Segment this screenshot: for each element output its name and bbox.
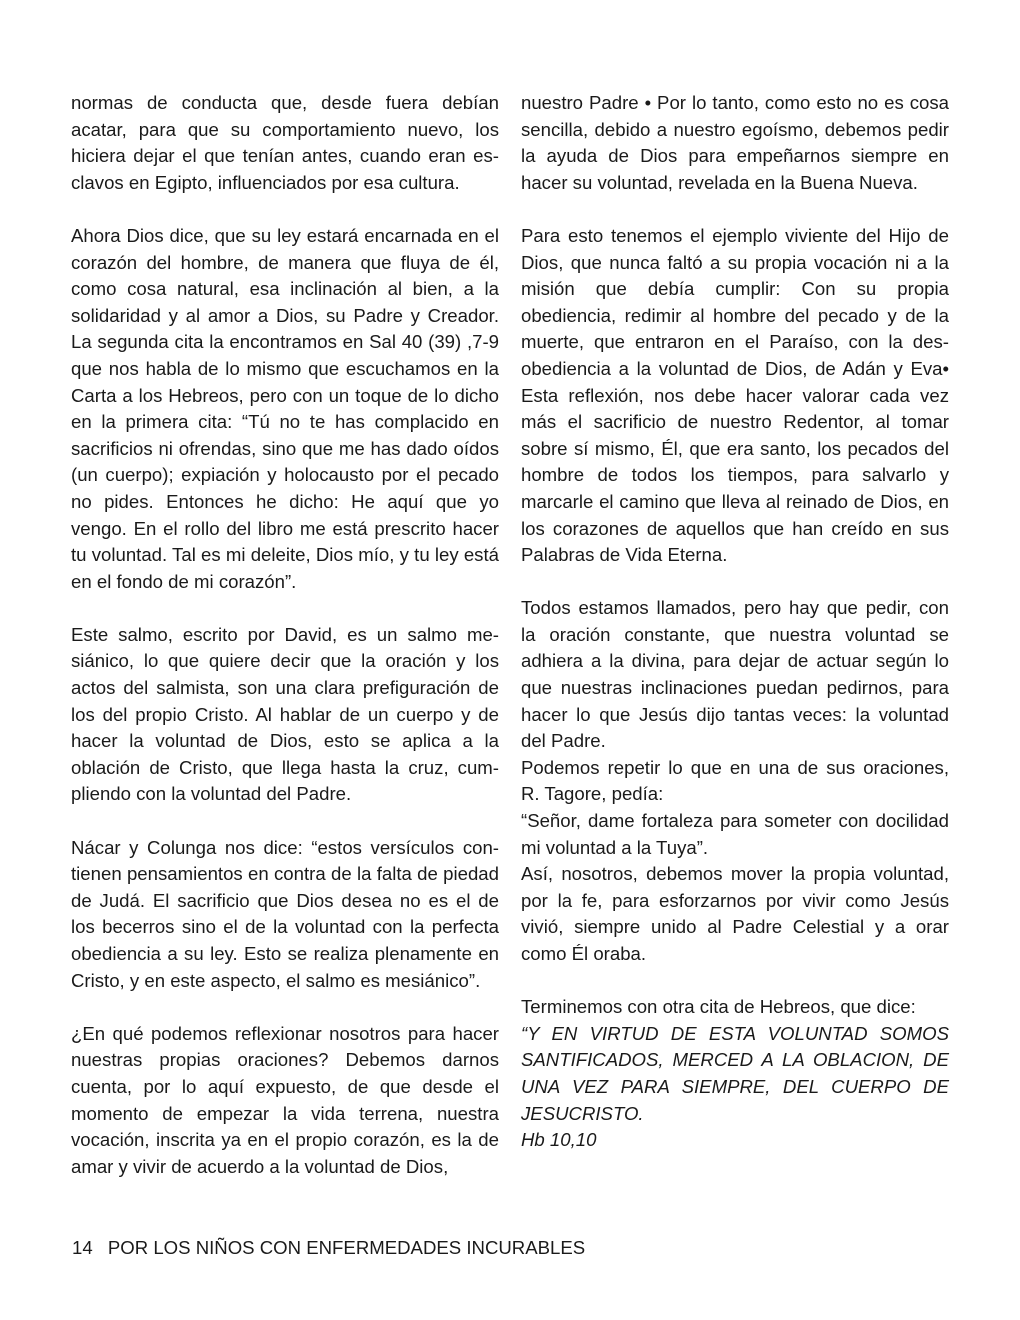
paragraph: Para esto tenemos el ejemplo viviente del Hijo de Dios, que nunca faltó a su propia vocación ni a la misión que debía cumplir: Con su propia obediencia, redimir al hombre del pecado y de la muerte, que entraron en el Paraíso, con la desobediencia a la voluntad de Dios, de Adán y Eva• Esta reflexión, nos debe hacer valorar cada vez más el sacrificio de nuestro Redentor, al tomar sobre sí mismo, Él, que era santo, los pecados del hombre de todos los tiempos, para salvarlo y marcarle el camino que lleva al reinado de Dios, en los corazones de aquellos que han creído en sus Palabras de Vida Eterna. xyxy=(521,224,949,566)
paragraph: Así, nosotros, debemos mover la propia voluntad, por la fe, para esforzarnos por vivir como Jesús vivió, siempre unido al Padre Celestial y a orar como Él oraba. xyxy=(521,863,949,964)
paragraph: Este salmo, escrito por David, es un salmo mesiánico, lo que quiere decir que la oración y los actos del salmista, son una clara prefiguración de los del propio Cristo. Al hablar de un cuerpo y de hacer la voluntad de Dios, esto se aplica a la oblación de Cristo, que llega hasta la cruz, cumpliendo con la voluntad del Padre. xyxy=(71,623,499,805)
paragraph-spacer xyxy=(71,994,499,1021)
scripture-quote: “Y EN VIRTUD DE ESTA VOLUNTAD SOMOS SANTIFICADOS, MERCED A LA OBLACION, DE UNA VEZ PARA SIEMPRE, DEL CUERPO DE JESUCRISTO. xyxy=(521,1022,949,1124)
paragraph-spacer xyxy=(71,808,499,835)
paragraph: Todos estamos llamados, pero hay que pedir, con la oración constante, que nuestra voluntad se adhiera a la divina, para dejar de actuar según lo que nuestras inclinaciones puedan pedirnos, para hacer lo que Jesús dijo tantas veces: la voluntad del Padre. xyxy=(521,597,949,752)
paragraph: ¿En qué podemos reflexionar nosotros para hacer nuestras propias oraciones? Debemos darnos cuenta, por lo aquí expuesto, de que desde el momento de empezar la vida terrena, nuestra vocación, inscrita ya en el propio corazón, es la de amar y vivir de acuerdo a la voluntad de Dios, xyxy=(71,1022,499,1177)
page-number: 14 xyxy=(72,1237,93,1258)
paragraph-spacer xyxy=(521,968,949,995)
left-column xyxy=(71,90,499,1180)
paragraph-spacer xyxy=(521,196,949,223)
paragraph: Nácar y Colunga nos dice: “estos versículos contienen pensamientos en contra de la falta de piedad de Judá. El sacrificio que Dios desea no es el de los becerros sino el de la voluntad con la perfecta obediencia a su ley. Esto se realiza plenamente en Cristo, y en este aspecto, el salmo es mesiánico”. xyxy=(71,836,499,991)
paragraph-spacer xyxy=(521,569,949,596)
scripture-citation: Hb 10,10 xyxy=(521,1129,597,1151)
publication-title: POR LOS NIÑOS CON ENFERMEDADES INCURABLES xyxy=(107,1237,586,1258)
paragraph: “Señor, dame fortaleza para someter con docilidad mi voluntad a la Tuya”. xyxy=(521,810,949,858)
paragraph: Terminemos con otra cita de Hebreos, que dice: xyxy=(521,996,916,1018)
paragraph-spacer xyxy=(71,595,499,622)
paragraph: normas de conducta que, desde fuera debían acatar, para que su comportamiento nuevo, los hiciera dejar el que tenían antes, cuando eran esclavos en Egipto, influenciados por esa cultura. xyxy=(71,92,499,193)
paragraph: Ahora Dios dice, que su ley estará encarnada en el corazón del hombre, de manera que fluya de él, como cosa natural, esa inclinación al bien, a la solidaridad y al amor a Dios, su Padre y Creador. La segunda cita la encontramos en Sal 40 (39) ,7-9 que nos habla de lo mismo que escuchamos en la Carta a los Hebreos, pero con un toque de lo dicho en la primera cita: “Tú no te has complacido en sacrificios ni ofrendas, sino que me has dado oídos (un cuerpo); expiación y holocausto por el pecado no pides. Entonces he dicho: He aquí que yo vengo. En el rollo del libro me está prescrito hacer tu voluntad. Tal es mi deleite, Dios mío, y tu ley está en el fondo de mi corazón”. xyxy=(71,224,499,592)
paragraph: Podemos repetir lo que en una de sus oraciones, R. Tagore, pedía: xyxy=(521,756,949,805)
paragraph-spacer xyxy=(71,196,499,223)
right-column xyxy=(521,90,949,1154)
page-footer xyxy=(72,1236,585,1260)
paragraph: nuestro Padre • Por lo tanto, como esto no es cosa sencilla, debido a nuestro egoísmo, debemos pedir la ayuda de Dios para empeñarnos siempre en hacer su voluntad, revelada en la Buena Nueva. xyxy=(521,92,949,193)
